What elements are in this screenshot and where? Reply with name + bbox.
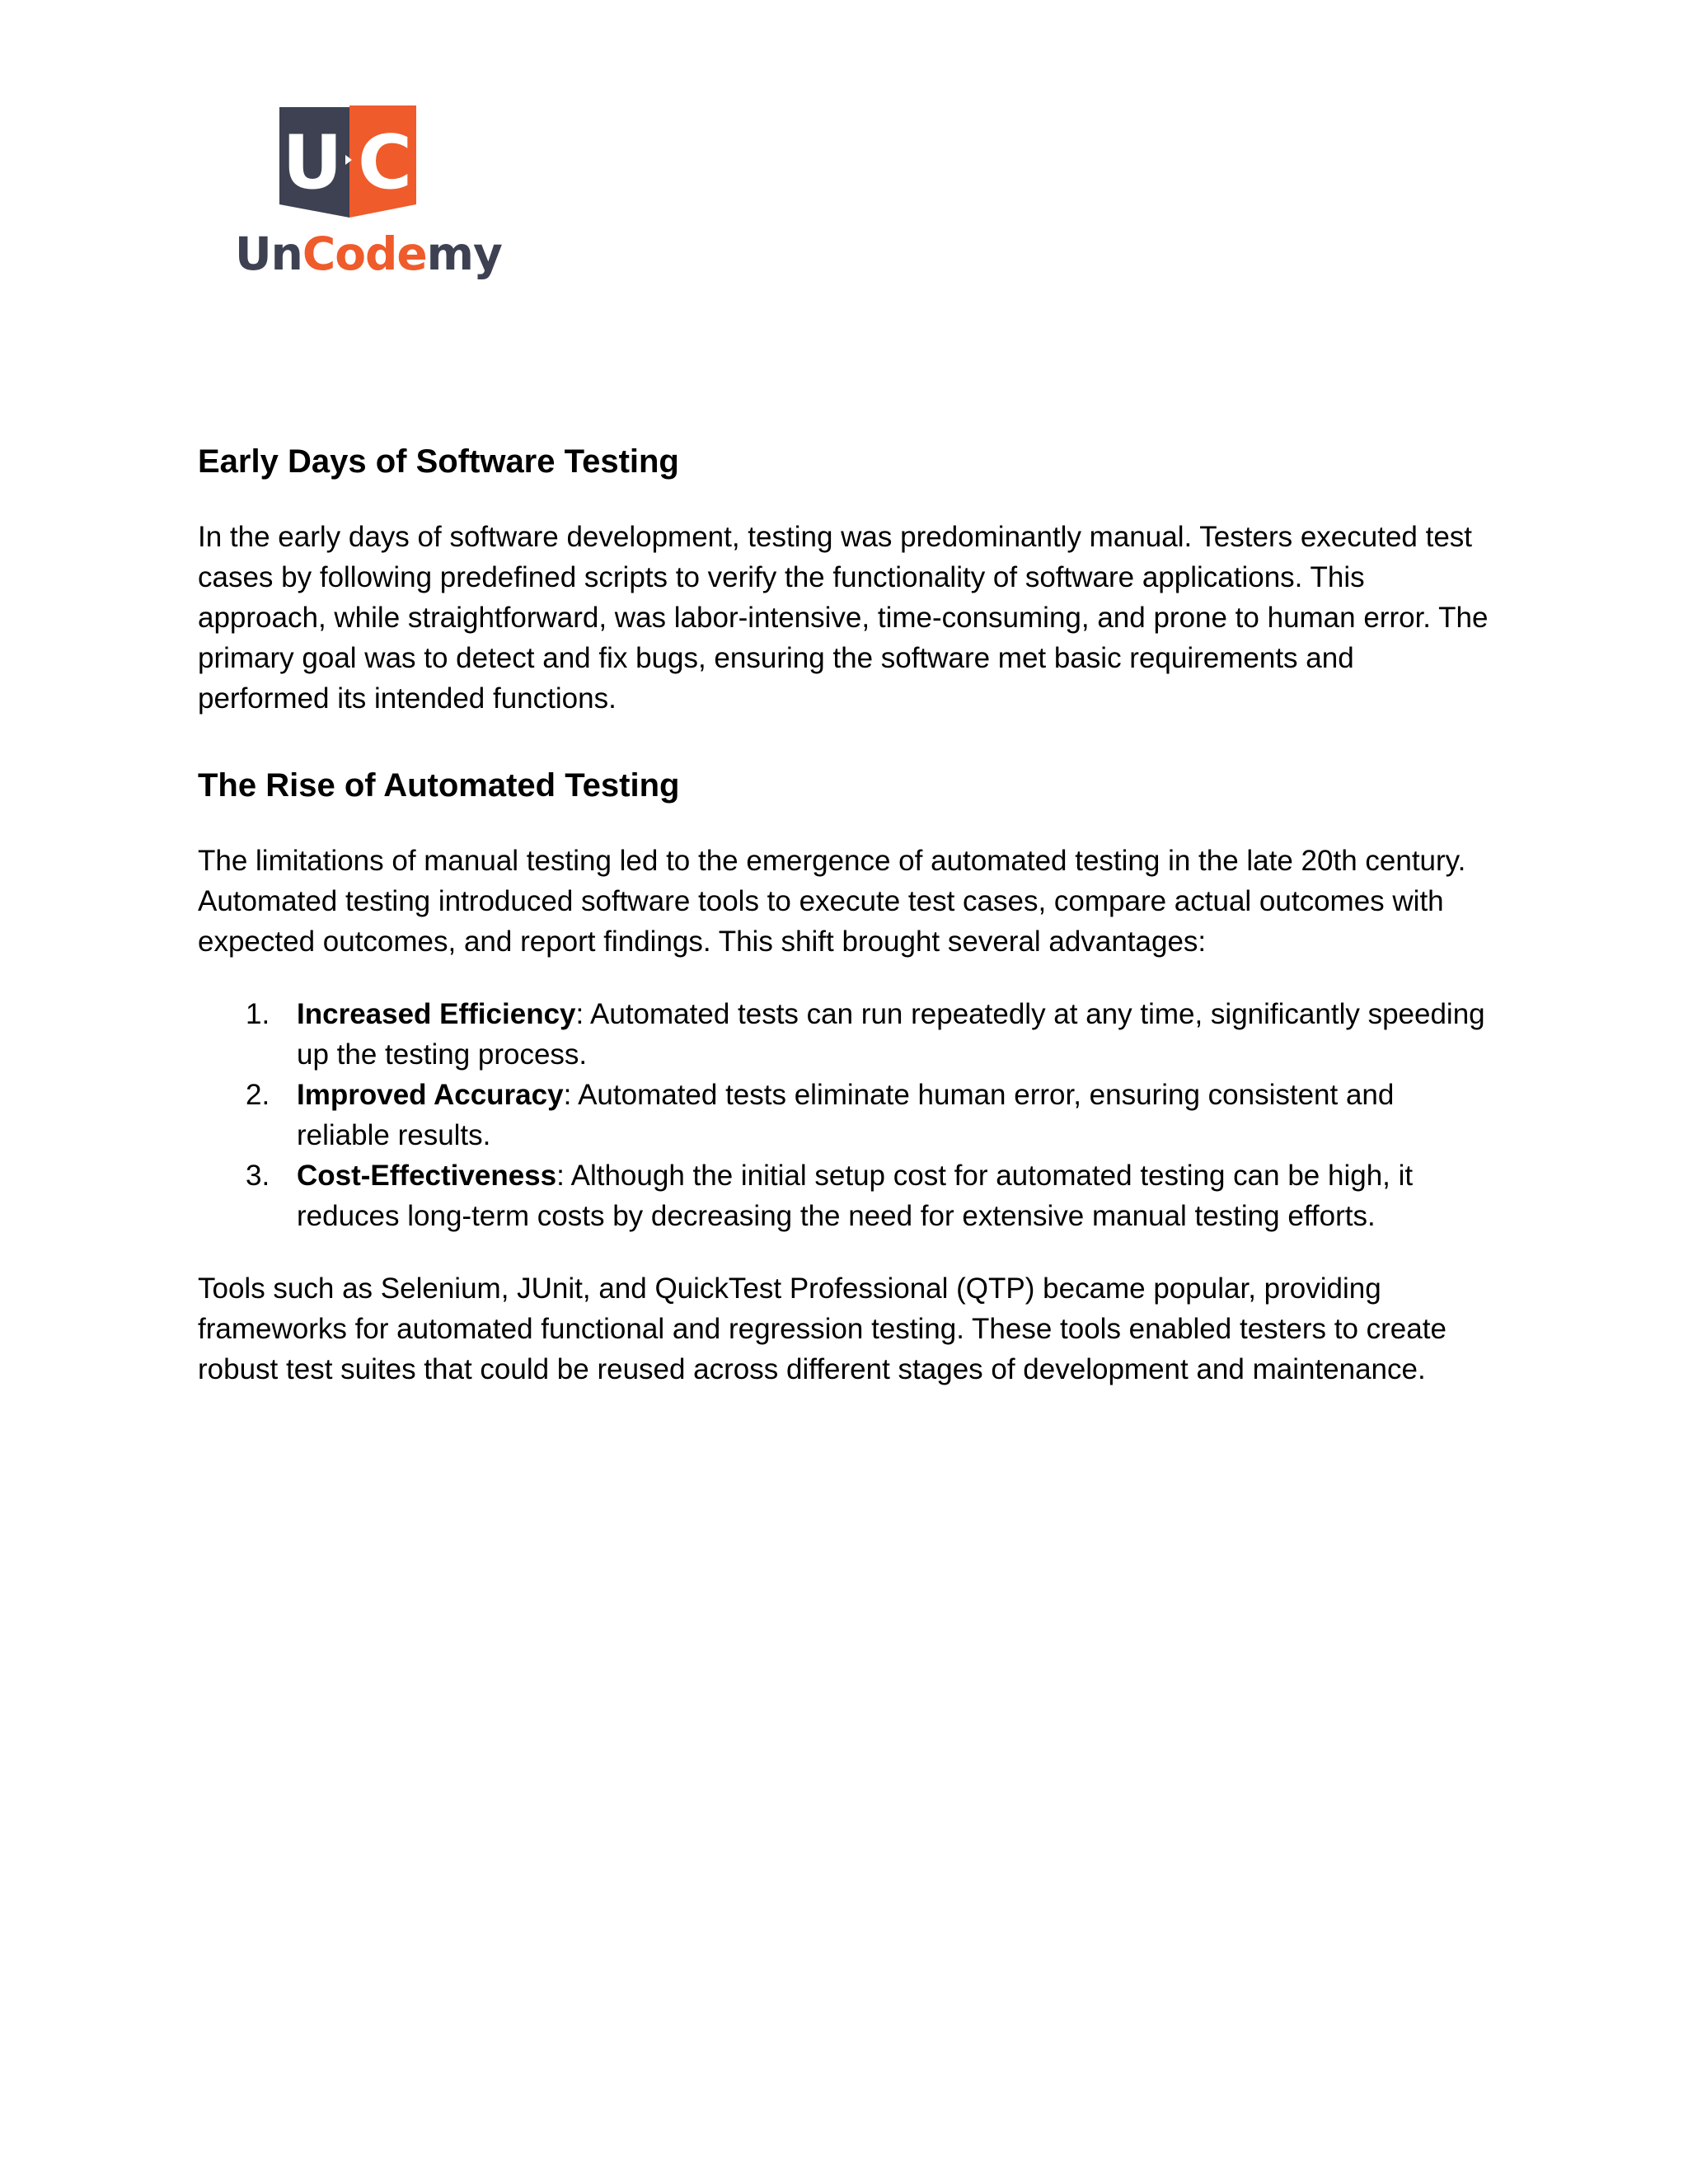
list-item-number: 2. [246, 1079, 270, 1111]
logo-word-code: Code [302, 227, 427, 280]
heading-early-days: Early Days of Software Testing [198, 443, 679, 480]
list-item [198, 994, 1492, 1075]
list-item-term: Cost-Effectiveness [297, 1160, 557, 1192]
list-item-text: : Automated tests eliminate human error, ensuring consistent and reliable results. [297, 1079, 1395, 1151]
paragraph-tools: Tools such as Selenium, JUnit, and QuickTest Professional (QTP) became popular, providing frameworks for automated functional and regression testing. These tools enabled testers to create robust test suites that could be reused across different stages of development and maintenance. [198, 1272, 1447, 1385]
uncodemy-logo-icon [279, 105, 420, 219]
list-item-term: Improved Accuracy [297, 1079, 564, 1111]
heading-automated-testing: The Rise of Automated Testing [198, 767, 680, 804]
list-item [198, 1155, 1492, 1236]
paragraph-automated-intro: The limitations of manual testing led to the emergence of automated testing in the late 20th century. Automated testing introduced software tools to execute test cases, compare actual outcomes with expected outcomes, and report findings. This shift brought several advantages: [198, 845, 1466, 958]
advantages-list [198, 994, 1492, 1236]
list-item-text: : Automated tests can run repeatedly at any time, significantly speeding up the testing process. [297, 998, 1485, 1071]
logo-mark-left-letter: U [282, 120, 343, 206]
list-item [198, 1075, 1492, 1155]
list-item-text: : Although the initial setup cost for automated testing can be high, it reduces long-term costs by decreasing the need for extensive manual testing efforts. [297, 1160, 1414, 1232]
uncodemy-logo [235, 105, 502, 283]
logo-word-un: Un [235, 227, 302, 280]
document-body [198, 438, 1492, 1390]
logo-mark-right-letter: C [357, 120, 413, 206]
list-item-term: Increased Efficiency [297, 998, 576, 1030]
list-item-number: 1. [246, 998, 270, 1030]
logo-word-my: my [426, 227, 502, 280]
logo-wordmark [235, 227, 502, 280]
list-item-number: 3. [246, 1160, 270, 1192]
paragraph-early-days: In the early days of software development, testing was predominantly manual. Testers executed test cases by following predefined scripts to verify the functionality of software applications. This approach, while straightforward, was labor-intensive, time-consuming, and prone to human error. The primary goal was to detect and fix bugs, ensuring the software met basic requirements and performed its intended functions. [198, 521, 1489, 715]
